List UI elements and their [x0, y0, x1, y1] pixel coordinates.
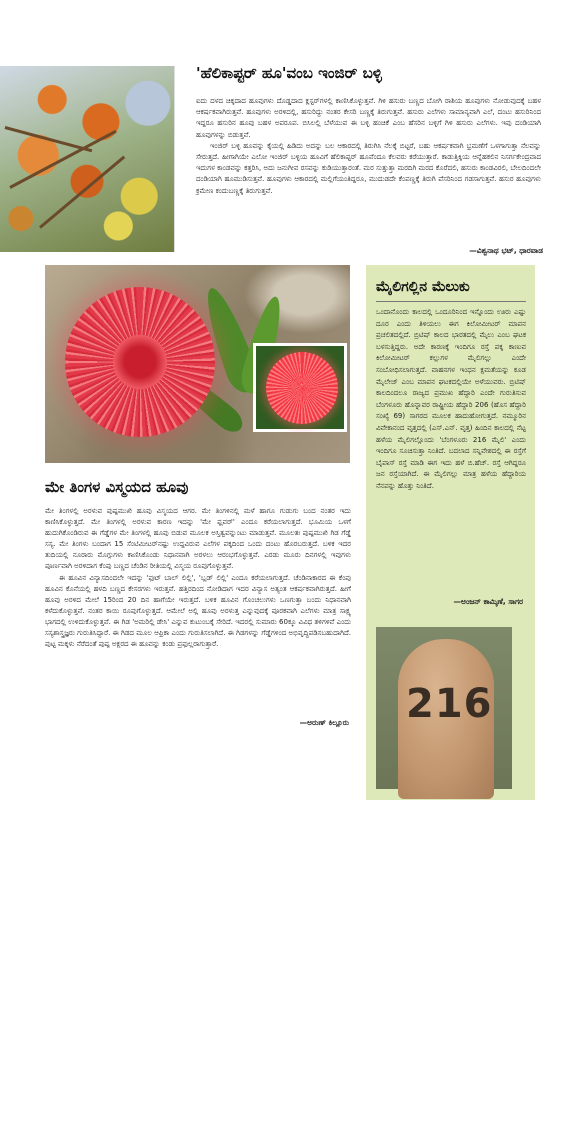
middle-article-paragraph: ಮೇ ತಿಂಗಳಲ್ಲಿ ಅರಳುವ ಪುಷ್ಪಮುಖಿ ಹೂವು ವಿಸ್ಮಯದ ಆಗರ. ಮೇ ತಿಂಗಳಿನಲ್ಲಿ ಮಳೆ ಹಾಗೂ ಗುಡುಗು ಬಂದ ನಂತರ ಇದು ಕಾಣಿಸಿಕೊಳ್ಳುತ್ತದೆ. ಮೇ ತಿಂಗಳಲ್ಲಿ ಅರಳುವ ಕಾರಣ ಇದನ್ನು 'ಮೇ ಫ್ಲವರ್' ಎಂದೂ ಕರೆಯಲಾಗುತ್ತದೆ. ಭೂಮಿಯ ಒಳಗೆ ಹುದುಗಿಕೊಂಡಿರುವ ಈ ಗೆಡ್ಡೆಗಳ ಮೇ ತಿಂಗಳಲ್ಲಿ ಹೂವು ಬಿಡುವ ಮೂಲಕ ಅಸ್ತಿತ್ವವನ್ನುಂಟು ಮಾಡುತ್ತವೆ. ಮೂಲತಃ ಪುಷ್ಪಮುಖಿ ಗಿಡ ಗೆಡ್ಡೆ ಸಸ್ಯ. ಮೇ ತಿಂಗಳು ಬಂದಾಗ 15 ಸೆಂಟಿಮೀಟರ್‌ನಷ್ಟು ಉದ್ದವಿರುವ ಎಲೆಗಳ ಪಕ್ಕದಿಂದ ಒಂದು ದಂಟು ಹೊರಬರುತ್ತದೆ. ಬಳಿಕ ಇದರ ತುದಿಯಲ್ಲಿ ನೂರಾರು ಮೊಗ್ಗುಗಳು ಕಾಣಿಸಿಕೊಂಡು ನಿಧಾನವಾಗಿ ಅರಳಲು ಆರಂಭಗೊಳ್ಳುತ್ತವೆ. ಎರಡು ಮೂರು ದಿನಗಳಲ್ಲಿ ಇವುಗಳು ಪೂರ್ಣವಾಗಿ ಅರಳಿದಾಗ ಕೆಂಪು ಬಣ್ಣದ ಚೆಂಡಿನ ರೀತಿಯಲ್ಲಿ ವಿಸ್ಮಯ ರೂಪುಗೊಳ್ಳುತ್ತವೆ. [45, 507, 351, 571]
sidebar-body: ಒಂದಾನೊಂದು ಕಾಲದಲ್ಲಿ ಒಂದೂರಿನಿಂದ ಇನ್ನೊಂದು ಊರು ಎಷ್ಟು ದೂರ ಎಂದು ತಿಳಿಯಲು ಈಗ ಕಿಲೋಮೀಟರ್ ಮಾಪನ ಪ್ರಚಲಿತದಲ್ಲಿದೆ. ಬ್ರಿಟಿಷ್ ಕಾಲದ ಭಾರತದಲ್ಲಿ ಮೈಲು ಎಂಬ ಘಟಕ ಬಳಸುತ್ತಿದ್ದರು. ಅದೇ ಕಾರಣಕ್ಕೆ ಇಂದಿಗೂ ರಸ್ತೆ ಪಕ್ಕ ಕಾಣುವ ಕಿಲೋಮೀಟರ್ ಕಲ್ಲುಗಳ ಮೈಲಿಗಲ್ಲು ಎಂದೇ ಸಂಬೋಧಿಸಲಾಗುತ್ತದೆ. ವಾಹನಗಳ ಇಂಧನ ಕ್ಷಮತೆಯನ್ನು ಕೂಡ ಮೈಲೇಜ್ ಎಂಬ ಮಾಪನ ಘಟಕದಲ್ಲಿಯೇ ಅಳೆಯುವರು. ಬ್ರಿಟಿಷ್ ಕಾಲದಿಂದಲೂ ರಾಜ್ಯದ ಪ್ರಮುಖ ಹೆದ್ದಾರಿ ಎಂದೇ ಗುರುತಿಸುವ ಬೆಂಗಳೂರು ಹೊನ್ನಾವರ ರಾಷ್ಟ್ರೀಯ ಹೆದ್ದಾರಿ 206 (ಹೊಸ ಹೆದ್ದಾರಿ ಸಂಖ್ಯೆ 69) ಸಾಗರದ ಮೂಲಕ ಹಾದುಹೋಗುತ್ತದೆ. ನಮ್ಮೂರಿನ ವಿವೇಕಾನಂದ ವೃತ್ತದಲ್ಲಿ (ಎಸ್.ಎನ್. ವೃತ್ತ) ಹಿಂದಿನ ಕಾಲದಲ್ಲಿ ನೆಟ್ಟ ಹಳೆಯ ಮೈಲಿಗಲ್ಲೊಂದು 'ಬೆಂಗಳೂರು 216 ಮೈಲಿ' ಎಂದು ಇಂದಿಗೂ ಸೂಚಿಸುತ್ತಾ ನಿಂತಿದೆ. ಬದಲಾದ ಸನ್ನಿವೇಶದಲ್ಲಿ ಈ ರಸ್ತೆಗೆ ಬೈಪಾಸ್ ರಸ್ತೆ ಮಾಡಿ ಈಗ ಇದು ಹಳೆ ಬಿ.ಹೆಚ್. ರಸ್ತೆ ಆಗಿದ್ದರೂ ಜನ ರಸ್ತೆಯಾಗಿದೆ. ಈ ಮೈಲಿಗಲ್ಲು ಮಾತ್ರ ಹಳೆಯ ಹೆದ್ದಾರಿಯ ನೆನಪನ್ನು ಹೊತ್ತು ನಿಂತಿದೆ. [376, 308, 526, 490]
top-article-paragraph: ಇಂಜಿರ್ ಬಳ್ಳಿ ಹೂವನ್ನು ಕೈಯಲ್ಲಿ ಹಿಡಿದು ಅದನ್ನು ಬಲ ಆಕಾರದಲ್ಲಿ ತಿರುಗಿಸಿ ನೆಲಕ್ಕೆ ಬಿಟ್ಟರೆ, ಬಹು ಆಕರ್ಷಕವಾಗಿ ಭ್ರಮಣೆಗೆ ಒಳಗಾಗುತ್ತಾ ನೆಲವನ್ನು ಸೇರುತ್ತದೆ. ಹೀಗಾಗಿಯೇ ಎಲೋ ಇಂಜಿರ್ ಬಳ್ಳಿಯ ಹೂವಿಗೆ ಹೆಲಿಕಾಪ್ಟರ್ ಹೂವೆಂದೂ ಕೆಲವರು ಕರೆಯುತ್ತಾರೆ. ಕಾಡುತ್ತಿಕ್ಕಿಯ ಆನ್ನೆಹಕಲಿನ ನಿಸರ್ಗಕೇಂದ್ರವಾದ ಇದುಗಳ ಕಾಂಡವನ್ನು ಕತ್ತರಿಸಿ, ಅದು ಜನುಗೀವ ರಸವನ್ನು ಕುಡಿಯುತ್ತಾರಂತೆ. ಮರ ಸುತ್ತುತ್ತಾ ಮರದಿಗಿ ಮರದ ಕೊರೆದಲಿ, ಹಸುರು ಕಾಂಡವಿರಲಿ, ಬೇಲದಿಂದಲೇ ದಂಡಿಯಾಗಿ ಹೂಮುಡಿಸುತ್ತವೆ. ಹೂವುಗಳು ಆಕಾರದಲ್ಲಿ ಮಲ್ಲಿಗೆಯಂತಿದ್ದರೂ, ಮುದುಡದೇ ಕೆಂಪಣ್ಣಕ್ಕೆ ತಿರುಗಿ ಪೆಸರಿನಿಂದ ಗಡಸಾಗುತ್ತವೆ. ಹಸುರ ಹೂವುಗಳು ಕ್ರಮೇಣ ಕಂದುಬಣ್ಣಕ್ಕೆ ತಿರುಗುತ್ತವೆ. [196, 141, 541, 195]
blood-lily-flower [65, 287, 215, 437]
sidebar-byline: —ಅಂಜನ್ ಕಾಮ್ಕಿಣೆ, ಸಾಗರ [453, 597, 523, 606]
blood-lily-inset-photo [253, 343, 347, 432]
top-article-byline: —ವಿಶ್ವನಾಥ ಭಟ್, ಧಾರವಾಡ [469, 246, 543, 255]
photo-credit: ಮುದ್ರಾ 22 ಮೇ 2025 [466, 1113, 499, 1128]
milestone-number: 216 [406, 681, 493, 727]
milestone-sidebar [366, 265, 535, 1128]
middle-article-paragraph: ಈ ಹೂವಿನ ವಿನ್ಯಾಸದಿಂದಲೇ ಇದನ್ನು 'ಫುಟ್ ಬಾಲ್ ಲಿಲ್ಲಿ', 'ಬ್ಲಡ್ ಲಿಲ್ಲಿ' ಎಂದೂ ಕರೆಯಲಾಗುತ್ತದೆ. ಚೆಂಡಿನಾಕಾರದ ಈ ಕೆಂಪು ಹೂವಿನ ಕೊನೆಯಲ್ಲಿ ಹಳದಿ ಬಣ್ಣದ ಕೇಸರಗಳು ಇರುತ್ತವೆ. ಹತ್ತಿರದಿಂದ ನೋಡಿದಾಗ ಇದರ ವಿನ್ಯಾಸ ಅತ್ಯಂತ ಆಕರ್ಷಕವಾಗಿರುತ್ತದೆ. ಹೀಗೆ ಹೂವು ಅರಳಿದ ಮೇಲೆ 15ರಿಂದ 20 ದಿನ ಹಾಗೆಯೇ ಇರುತ್ತದೆ. ಬಳಿಕ ಹೂವಿನ ಗೊಂಚಲುಗಳು ಒಣಗುತ್ತಾ ಬಂದು ನಿಧಾನವಾಗಿ ಕಳೆದುಕೊಳ್ಳುತ್ತವೆ. ನಂತರ ಕಾಯಿ ರೂಪುಗೊಳ್ಳುತ್ತದೆ. ಆಮೇಲೆ ಅಲ್ಲಿ ಹೂವು ಅರಳುತ್ತ ಎನ್ನುವುದಕ್ಕೆ ಪೂರಕವಾಗಿ ಎಲೆಗಳು ಮಾತ್ರ ಸಾಕ್ಷ್ಯ ಭಾಗದಲ್ಲಿ ಉಳಿದುಕೊಳ್ಳುತ್ತವೆ. ಈ ಗಿಡ 'ಅಮರಿಲ್ಲಿ ಡೇಸಿ' ಎನ್ನುವ ಕುಟುಂಬಕ್ಕೆ ಸೇರಿದೆ. ಇದರಲ್ಲಿ ಸುಮಾರು 60ಕ್ಕೂ ವಿವಿಧ ತಳಿಗಳಿವೆ ಎಂದು ಸಸ್ಯಶಾಸ್ತ್ರಜ್ಞರು ಗುರುತಿಸಿದ್ದಾರೆ. ಈ ಗಿಡದ ಮೂಲ ಆಫ್ರಿಕಾ ಎಂದು ಗುರುತಿಸಲಾಗಿದೆ. ಈ ಗಿಡಗಳನ್ನು ಗೆಡ್ಡೆಗಳಿಂದ ಅಭಿವೃದ್ಧಿಪಡಿಸಬಹುದಾಗಿದೆ. ಪುಟ್ಟ ಮಕ್ಕಳು ನೆರೆದಂತೆ ಪುಷ್ಪ ಅಕ್ಷರದ ಈ ಹೂವನ್ನು ಕಂಡು ಪ್ರಫುಲ್ಲರಾಗುತ್ತಾರೆ. [45, 573, 351, 649]
middle-article-title: ಮೇ ತಿಂಗಳ ವಿಸ್ಮಯದ ಹೂವು [45, 478, 189, 496]
top-article-paragraph: ಐದು ದಳದ ಚಿಕ್ಕದಾದ ಹೂವುಗಳು ದೊಡ್ಡದಾದ ಕ್ಲಸ್ಟರ್‌ಗಳಲ್ಲಿ ಕಾಣಿಸಿಕೊಳ್ಳುತ್ತವೆ. ಗಿಳಿ ಹಸುರು ಬಣ್ಣದ ಬೋಗಿ ರಾಶಿಯ ಹೂವುಗಳು ನೋಡುವುದಕ್ಕೆ ಬಹಳ ಆಕರ್ಷಕವಾಗಿರುತ್ತವೆ. ಹೂವುಗಳು ಅರಳಿದಲ್ಲಿ, ಹಸುರಿದ್ದು ನಂತರ ಕೇಸರಿ ಬಣ್ಣಕ್ಕೆ ತಿರುಗುತ್ತವೆ. ಹಸುರು ಎಲೆಗಳು ಸಾಮಾನ್ಯವಾಗಿ ಎಲೆ, ದಂಟು ಹಸುರಿನಿಂದ ಇದ್ದರೂ ಹಸುರಿನ ಹೂವು ಬಹಳ ಅಪರೂಪ. ಬಿಸಿಲಲ್ಲಿ ಬೆಳೆಯುವ ಈ ಬಳ್ಳಿ ಹಂಚಿಕೆ ಎಂಬ ಹೆಸರಿನ ಬಳ್ಳಿಗೆ ಗಿಳಿ ಹಸುರು ಎಲೆಗಳು. ಇವು ದಂಡಿಯಾಗಿ ಹೂವುಗಳನ್ನು ಬಿಡುತ್ತವೆ. [196, 97, 541, 139]
top-article-body [196, 96, 541, 197]
flowering-vine-photo [0, 66, 175, 252]
milestone-photo [376, 627, 512, 1128]
middle-article-byline: —ಅರುಣ್ ಕಿಲ್ಲೂರು [299, 718, 349, 727]
top-article-title: 'ಹೆಲಿಕಾಪ್ಟರ್ ಹೂ'ವಂಬ ಇಂಜಿರ್ ಬಳ್ಳಿ [196, 64, 382, 82]
sidebar-divider [376, 301, 526, 302]
sidebar-title: ಮೈಲಿಗಲ್ಲಿನ ಮೆಲುಕು [376, 279, 470, 295]
middle-article-body [45, 506, 351, 650]
